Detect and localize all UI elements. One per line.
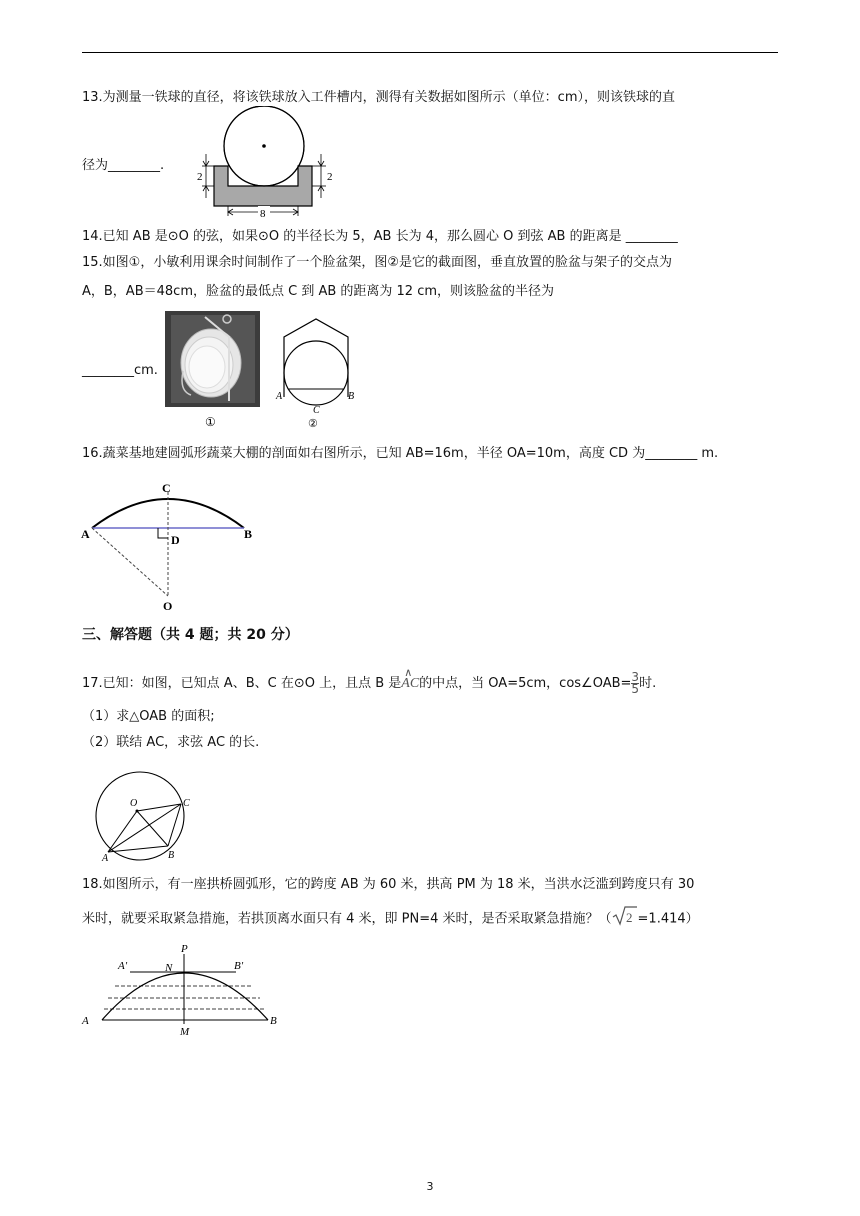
- q17-post: 时.: [639, 676, 657, 691]
- header-rule: [82, 52, 778, 53]
- q18-label-B: B: [270, 1015, 277, 1027]
- q17-figure: [88, 770, 203, 862]
- q13-label-left: 2: [197, 171, 203, 183]
- q18-line2-pre: 米时，就要采取紧急措施，若拱顶离水面只有 4 米，即 PN=4 米时，是否采取紧急措施？（: [82, 911, 612, 927]
- q16-text: 16.蔬菜基地建圆弧形蔬菜大棚的剖面如右图所示，已知 AB=16m，半径 OA=10m，高度 CD 为________ m.: [82, 446, 719, 461]
- q16-label-B: B: [244, 527, 253, 541]
- q18-label-N: N: [165, 962, 173, 974]
- q18-label-A1: A′: [118, 960, 128, 972]
- q13-line1: 13.为测量一铁球的直径，将该铁球放入工件槽内，测得有关数据如图所示（单位：cm），则该铁球的直: [82, 90, 675, 105]
- q15-label-B: B: [348, 391, 355, 402]
- q15-line3: ________cm.: [82, 363, 158, 378]
- q18-label-B1: B′: [234, 960, 244, 972]
- q15-label-C: C: [313, 405, 320, 416]
- q17-label-A: A: [102, 853, 109, 862]
- q17-arc-AC: ∧ AC: [401, 675, 419, 693]
- q18-label-P: P: [181, 943, 188, 955]
- q17-mid: 的中点，当 OA=5cm，cos∠OAB=: [419, 676, 632, 691]
- q13-label-right: 2: [327, 171, 333, 183]
- q17-label-B: B: [168, 850, 175, 861]
- q15-diagram-figure: [272, 315, 362, 431]
- q17-line1: [82, 667, 657, 696]
- q18-label-M: M: [180, 1026, 190, 1038]
- q17-label-O: O: [130, 798, 138, 809]
- svg-text:2: 2: [625, 910, 633, 925]
- q17-label-C: C: [183, 798, 190, 809]
- q15-line1: 15.如图①，小敏利用课余时间制作了一个脸盆架，图②是它的截面图，垂直放置的脸盆与架子的交点为: [82, 255, 672, 270]
- q13-line2: 径为________.: [82, 158, 165, 173]
- q16-label-D: D: [171, 533, 180, 547]
- q17-pre: 17.已知：如图，已知点 A、B、C 在⊙O 上，且点 B 是: [82, 676, 402, 691]
- q15-photo-figure: [165, 311, 261, 431]
- arc-hat-icon: ∧: [404, 667, 413, 679]
- q13-label-bottom: 8: [260, 208, 266, 220]
- q17-fraction: $\frac{3}{5}$: [631, 670, 640, 696]
- q18-line2-post: =1.414）: [637, 911, 699, 927]
- q15-caption-1: ①: [205, 415, 216, 429]
- q18-figure: [80, 938, 290, 1038]
- q17-sub2: （2）联结 AC，求弦 AC 的长.: [82, 735, 260, 750]
- q16-figure: [80, 478, 260, 614]
- q15-label-A: A: [276, 391, 283, 402]
- q15-caption-2: ②: [308, 418, 318, 430]
- section-title: 三、解答题（共 4 题；共 20 分）: [82, 627, 299, 643]
- q16-label-C: C: [162, 481, 171, 495]
- q18-line1: 18.如图所示，有一座拱桥圆弧形，它的跨度 AB 为 60 米，拱高 PM 为 18 米，当洪水泛滥到跨度只有 30: [82, 877, 695, 892]
- q15-line2: A，B，AB＝48cm，脸盆的最低点 C 到 AB 的距离为 12 cm，则该脸盆的半径为: [82, 284, 555, 299]
- q18-sqrt: [612, 906, 638, 932]
- q18-label-A: A: [82, 1015, 89, 1027]
- q16-label-A: A: [81, 527, 90, 541]
- page-number: 3: [426, 1180, 434, 1193]
- q14-text: 14.已知 AB 是⊙O 的弦，如果⊙O 的半径长为 5，AB 长为 4，那么圆心 O 到弦 AB 的距离是 ________: [82, 229, 678, 244]
- q18-line2: [82, 906, 699, 932]
- sqrt-icon: [612, 906, 638, 926]
- q17-sub1: （1）求△OAB 的面积;: [82, 709, 215, 724]
- q16-label-O: O: [163, 599, 173, 613]
- q13-figure: [196, 106, 336, 222]
